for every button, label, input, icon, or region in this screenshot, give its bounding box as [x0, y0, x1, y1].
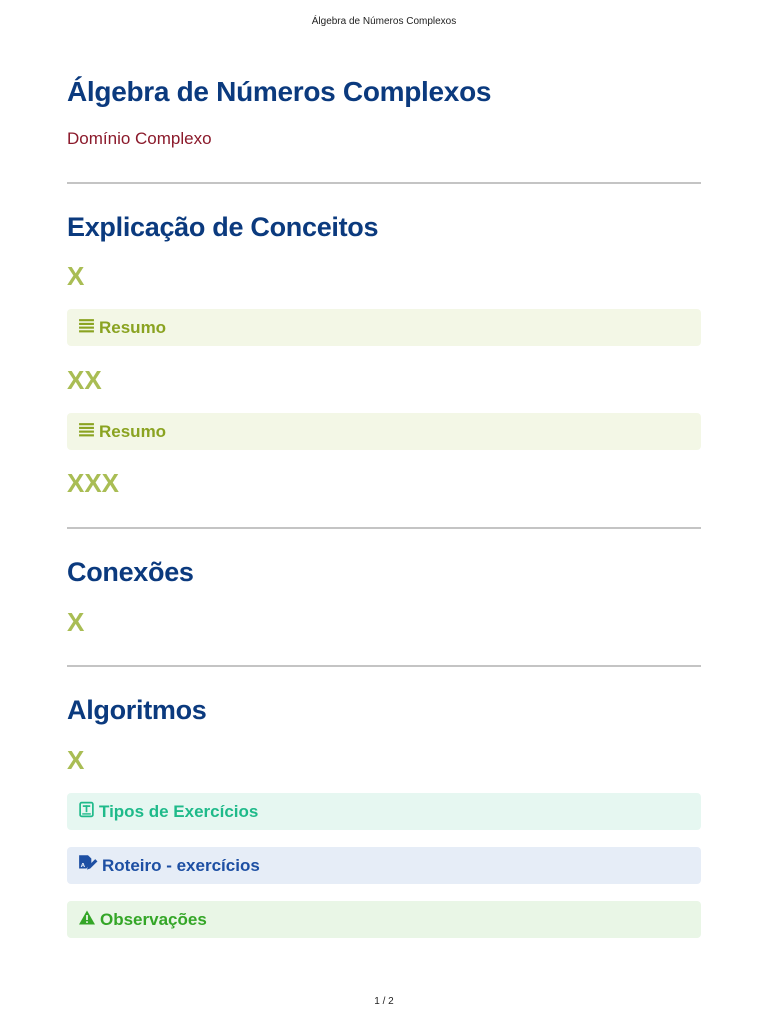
concept-marker-3: XXX	[67, 468, 120, 498]
document-title: Álgebra de Números Complexos	[67, 76, 492, 107]
algorithms-marker: X	[67, 745, 85, 775]
connections-marker: X	[67, 607, 85, 637]
callout-roteiro-exercicios[interactable]	[67, 847, 701, 884]
callout-label: Resumo	[99, 317, 167, 337]
callout-label: Roteiro - exercícios	[102, 855, 260, 875]
callout-tipos-de-exercicios[interactable]	[67, 793, 701, 830]
concept-marker-1: X	[67, 261, 85, 291]
section-heading-connections: Conexões	[67, 557, 194, 587]
section-heading-concepts: Explicação de Conceitos	[67, 212, 379, 242]
edit-document-icon	[78, 854, 98, 877]
page-number: 1 / 2	[374, 996, 394, 1007]
document-subtitle: Domínio Complexo	[67, 129, 212, 148]
list-icon	[78, 317, 95, 339]
callout-label: Tipos de Exercícios	[99, 801, 259, 821]
exercise-book-icon	[78, 801, 95, 823]
section-heading-algorithms: Algoritmos	[67, 695, 207, 725]
section-divider	[67, 182, 701, 184]
concept-marker-2: XX	[67, 365, 102, 395]
callout-label: Resumo	[99, 421, 167, 441]
callout-resumo-2[interactable]	[67, 413, 701, 450]
svg-text:A: A	[80, 862, 86, 869]
warning-icon	[78, 909, 96, 931]
section-divider	[67, 665, 701, 667]
callout-observacoes[interactable]	[67, 901, 701, 938]
section-divider	[67, 527, 701, 529]
page-header-title: Álgebra de Números Complexos	[311, 16, 457, 27]
list-icon	[78, 421, 95, 443]
callout-resumo-1[interactable]	[67, 309, 701, 346]
callout-label: Observações	[100, 909, 207, 929]
